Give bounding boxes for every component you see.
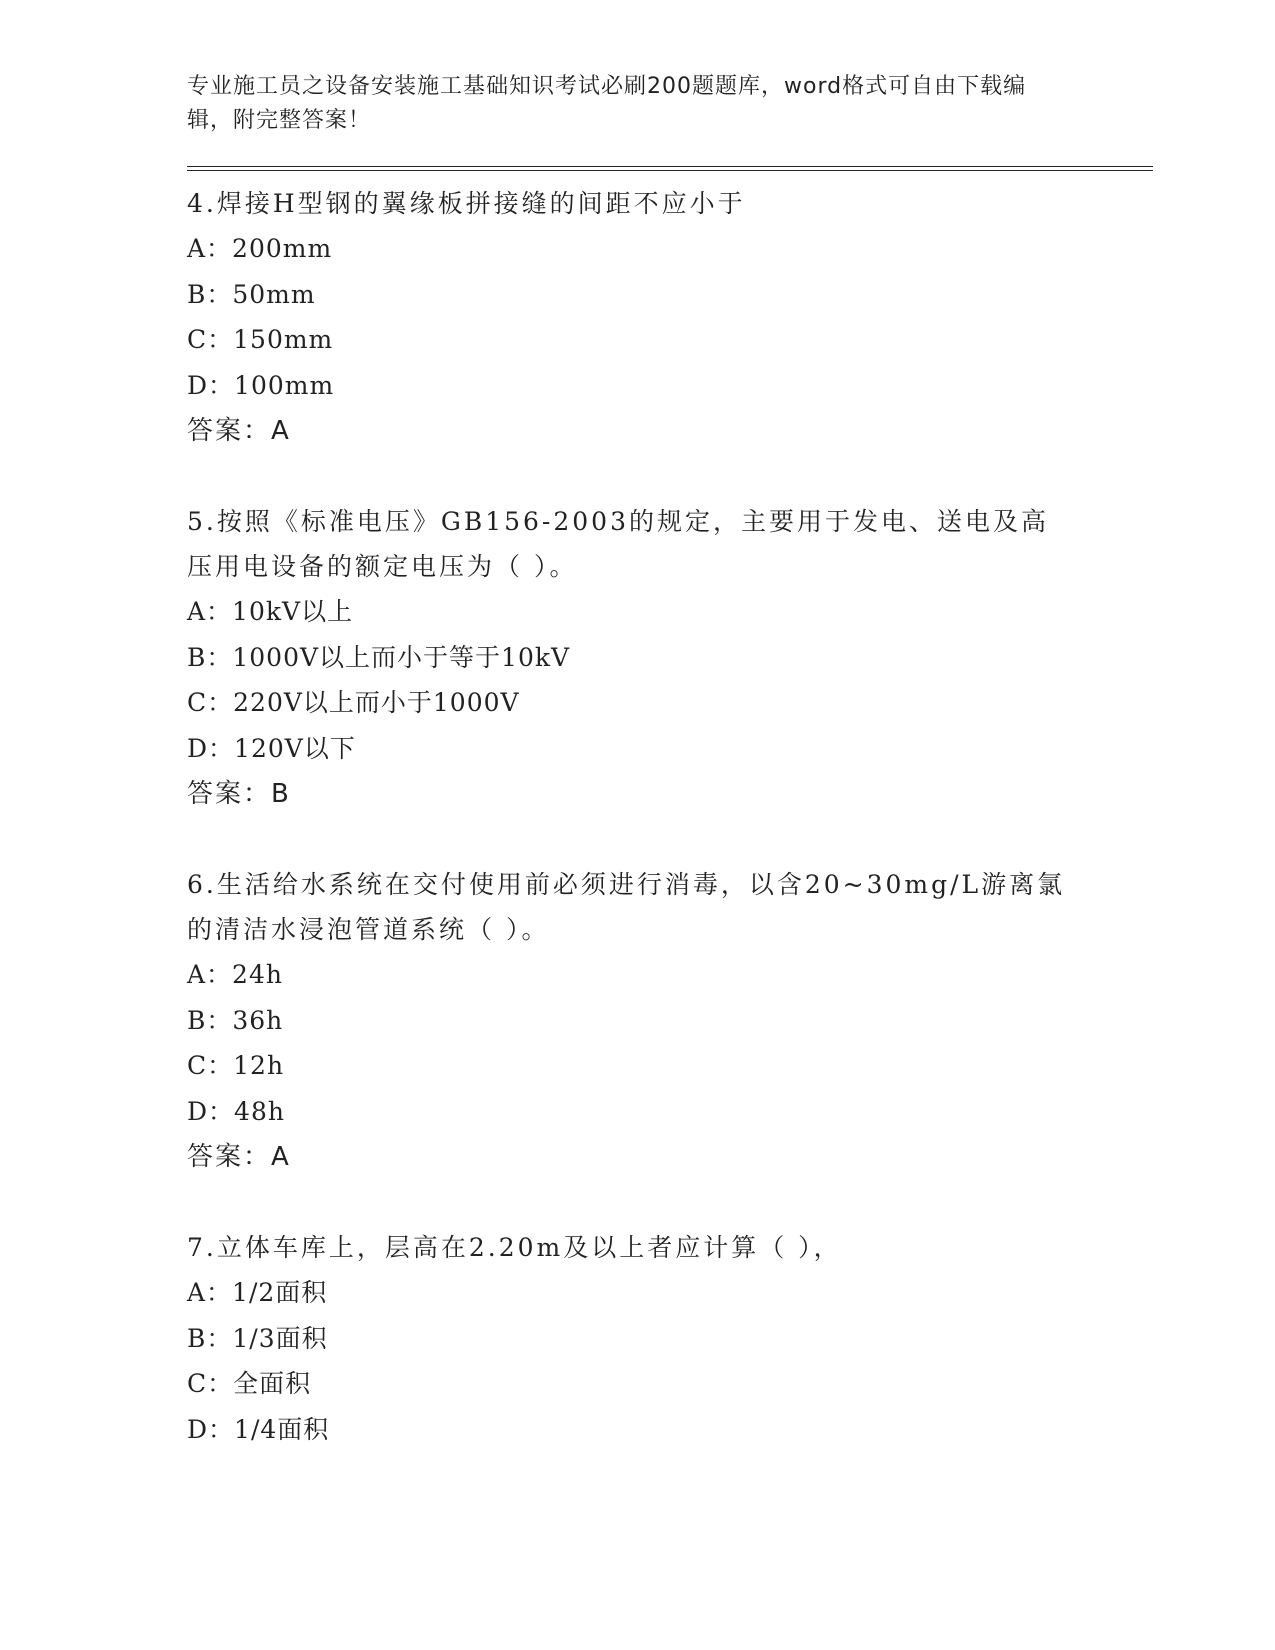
document-page <box>187 70 1147 1497</box>
option-c: C：全面积 <box>187 1369 312 1398</box>
question-5 <box>187 499 1147 817</box>
question-title: 7.立体车库上，层高在2.20m及以上者应计算（ ）， <box>187 1233 842 1262</box>
header-divider <box>187 166 1153 171</box>
divider-line-bottom <box>187 170 1153 171</box>
option-b: B：1/3面积 <box>187 1323 328 1353</box>
option-c: C：150mm <box>187 325 334 354</box>
option-a: A：10kV以上 <box>187 597 354 626</box>
option-b: B：50mm <box>187 279 316 309</box>
option-a: A：1/2面积 <box>187 1278 328 1307</box>
question-list <box>187 181 1147 1452</box>
option-c: C：220V以上而小于1000V <box>187 688 520 717</box>
option-a: A：24h <box>187 960 283 989</box>
option-b: B：36h <box>187 1005 284 1035</box>
question-4 <box>187 181 1147 454</box>
answer-line: 答案：A <box>187 416 291 446</box>
option-d: D：100mm <box>187 370 335 400</box>
question-6 <box>187 862 1147 1180</box>
answer-line: 答案：A <box>187 1142 291 1172</box>
question-title: 4.焊接H型钢的翼缘板拼接缝的间距不应小于 <box>187 189 746 218</box>
option-d: D：1/4面积 <box>187 1414 330 1444</box>
question-7 <box>187 1225 1147 1452</box>
option-b: B：1000V以上而小于等于10kV <box>187 642 571 672</box>
option-a: A：200mm <box>187 234 333 263</box>
divider-line-top <box>187 166 1153 167</box>
answer-line: 答案：B <box>187 779 291 809</box>
option-d: D：48h <box>187 1096 285 1126</box>
option-d: D：120V以下 <box>187 733 356 763</box>
option-c: C：12h <box>187 1051 285 1080</box>
question-title: 6.生活给水系统在交付使用前必须进行消毒，以含20~30mg/L游离氯的清洁水浸泡管道系统（ ）。 <box>187 870 1066 944</box>
question-title: 5.按照《标准电压》GB156-2003的规定，主要用于发电、送电及高压用电设备的额定电压为（ ）。 <box>187 507 1049 581</box>
document-header: 专业施工员之设备安装施工基础知识考试必刷200题题库，word格式可自由下载编辑，附完整答案！ <box>187 74 1027 133</box>
